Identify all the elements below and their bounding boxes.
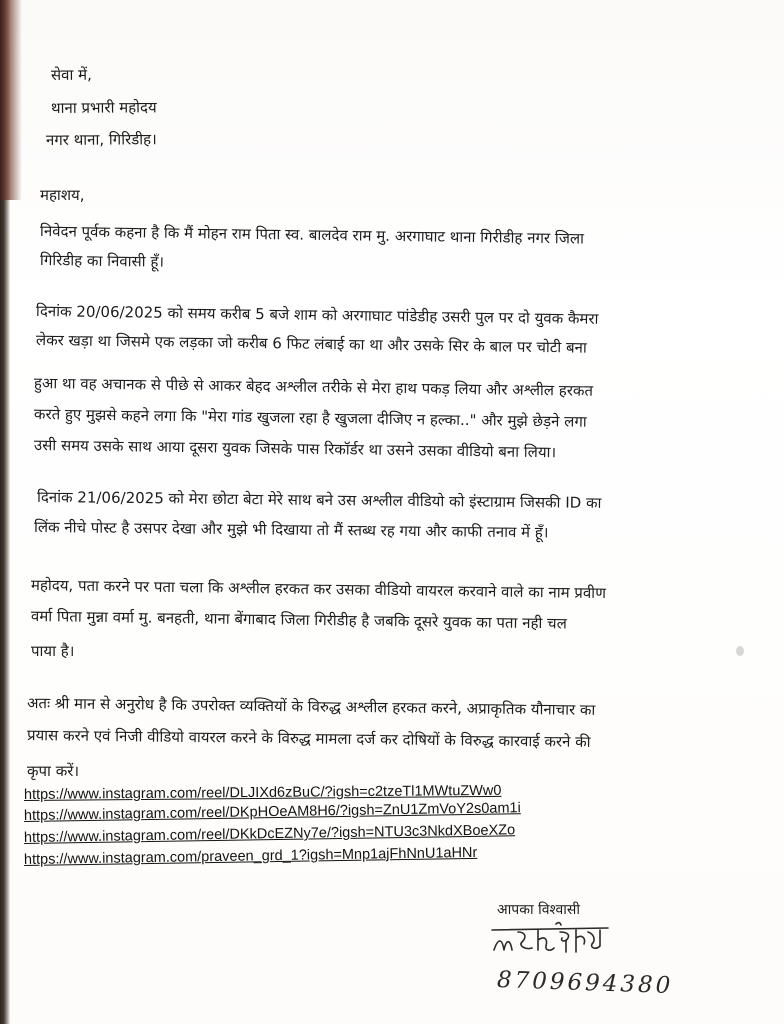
paragraph-1-line-2: गिरिडीह का निवासी हूँ। xyxy=(39,251,165,271)
instagram-link-2[interactable]: https://www.instagram.com/reel/DKpHOeAM8H6/?igsh=ZnU1ZmVoY2s0am1i xyxy=(23,800,521,824)
paragraph-2-line-3: हुआ था वह अचानक से पीछे से आकर बेहद अश्लील तरीके से मेरा हाथ पकड़ लिया और अश्लील हरकत xyxy=(33,374,594,400)
scan-edge-shadow xyxy=(0,0,22,200)
address-line-2: थाना प्रभारी महोदय xyxy=(50,98,157,117)
signature xyxy=(488,920,618,962)
instagram-link-4[interactable]: https://www.instagram.com/praveen_grd_1?igsh=Mnp1ajFhNnU1aHNr xyxy=(23,844,478,868)
paragraph-5-line-1: अतः श्री मान से अनुरोध है कि उपरोक्त व्यक्तियों के विरुद्ध अश्लील हरकत करने, अप्राकृतिक यौनाचार का xyxy=(26,694,596,719)
paragraph-2-line-4: करते हुए मुझसे कहने लगा कि "मेरा गांड खुजला रहा है खुजला दीजिए न हल्का.." और मुझे छेड़ने लगा xyxy=(33,405,587,431)
paper-stain xyxy=(736,646,744,656)
paragraph-4-line-2: वर्मा पिता मुन्ना वर्मा मु. बनहती, थाना बेंगाबाद जिला गिरीडीह है जबकि दूसरे युवक का पता नही चल xyxy=(30,607,567,633)
paragraph-4-line-3: पाया है। xyxy=(31,642,75,660)
paragraph-2-line-2: लेकर खड़ा था जिसमे एक लड़का जो करीब 6 फिट लंबाई का था और उसके सिर के बाल पर चोटी बना xyxy=(35,331,587,357)
paragraph-3-line-2: लिंक नीचे पोस्ट है उसपर देखा और मुझे भी दिखाया तो मैं स्तब्ध रह गया और काफी तनाव में हूँ। xyxy=(33,518,549,542)
paragraph-4-line-1: महोदय, पता करने पर पता चला कि अश्लील हरकत कर उसका वीडियो वायरल करवाने वाले का नाम प्रवीण xyxy=(30,576,607,603)
paragraph-2-line-5: उसी समय उसके साथ आया दूसरा युवक जिसके पास रिकॉर्डर था उसने उसका वीडियो बना लिया। xyxy=(33,436,557,462)
paragraph-5-line-3: कृपा करें। xyxy=(27,762,80,780)
paragraph-5-line-2: प्रयास करने एवं निजी वीडियो वायरल करने के विरुद्ध मामला दर्ज कर दोषियों के विरुद्ध कारवाई करने की xyxy=(26,726,591,751)
instagram-link-1[interactable]: https://www.instagram.com/reel/DLJIXd6zBuC/?igsh=c2tzeTl1MWtuZWw0 xyxy=(23,782,502,803)
address-line-3: नगर थाना, गिरिडीह। xyxy=(45,130,157,149)
phone-number: 8709694380 xyxy=(496,967,674,1000)
paragraph-2-line-1: दिनांक 20/06/2025 को समय करीब 5 बजे शाम को अरगाघाट पांडेडीह उसरी पुल पर दो युवक कैमरा xyxy=(35,302,599,328)
instagram-link-3[interactable]: https://www.instagram.com/reel/DKkDcEZNy7e/?igsh=NTU3c3NkdXBoeXZo xyxy=(23,822,516,846)
closing-text: आपका विश्वासी xyxy=(497,902,580,918)
paragraph-1-line-1: निवेदन पूर्वक कहना है कि मैं मोहन राम पिता स्व. बालदेव राम मु. अरगाघाट थाना गिरीडीह नगर जिला xyxy=(39,222,585,248)
salutation: महाशय, xyxy=(40,186,85,204)
paragraph-3-line-1: दिनांक 21/06/2025 को मेरा छोटा बेटा मेरे साथ बने उस अश्लील वीडियो को इंस्टाग्राम जिसकी ID का xyxy=(36,488,602,512)
address-line-1: सेवा में, xyxy=(50,65,92,84)
letter-page xyxy=(10,0,784,1024)
